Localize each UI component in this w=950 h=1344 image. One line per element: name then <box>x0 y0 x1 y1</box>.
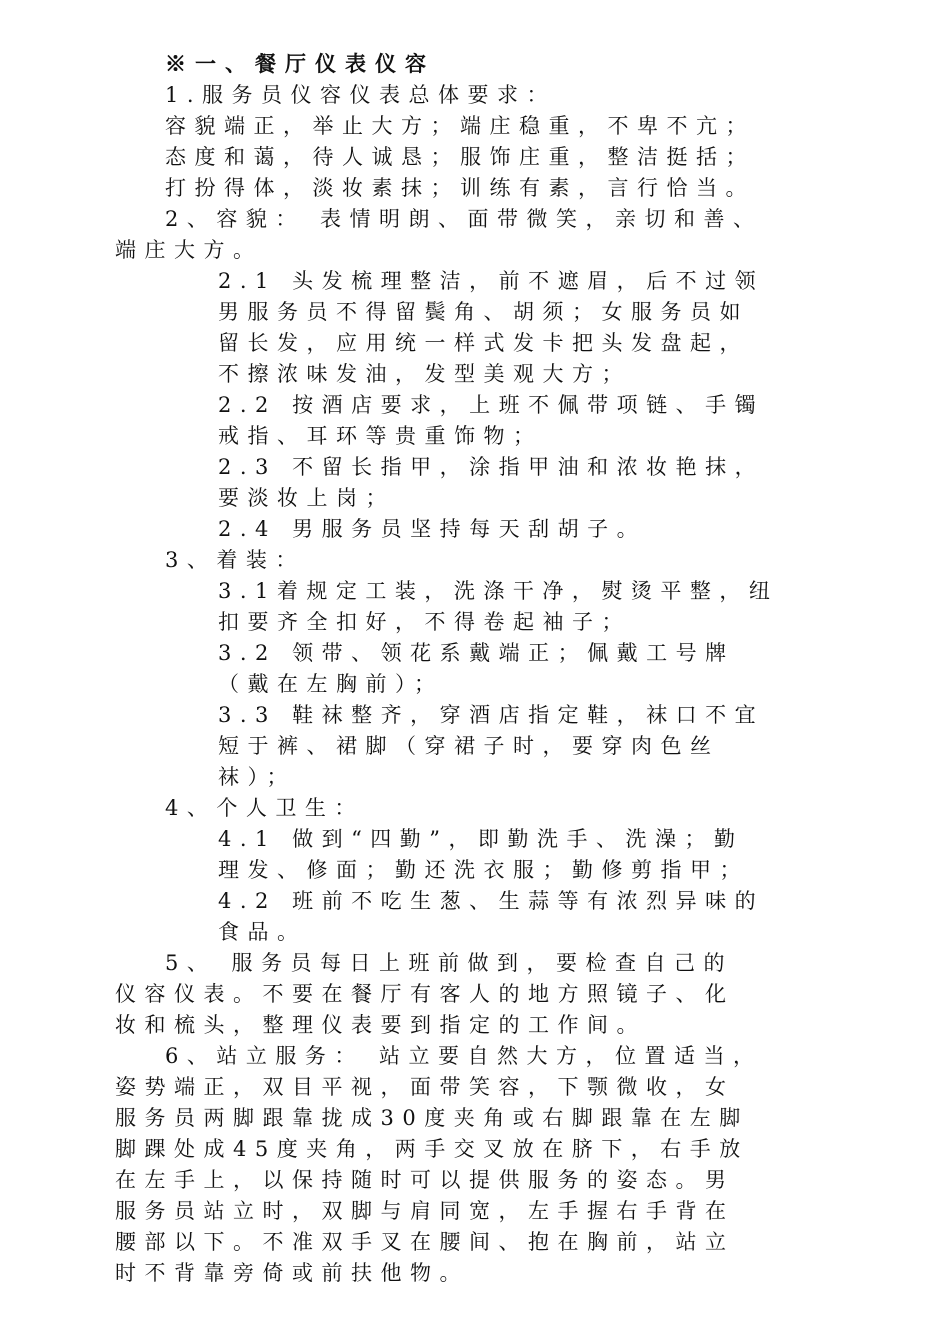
text-line: 妆和梳头，整理仪表要到指定的工作间。 <box>115 1013 646 1037</box>
text-line: 食品。 <box>218 920 307 944</box>
text-line: 2.4 男服务员坚持每天刮胡子。 <box>218 517 647 541</box>
text-line: 4.1 做到“四勤”，即勤洗手、洗澡；勤 <box>218 827 744 851</box>
subheading-general: 1.服务员仪容仪表总体要求： <box>165 83 557 107</box>
subheading-attire: 3、着装： <box>165 548 305 572</box>
text-line: 留长发，应用统一样式发卡把头发盘起， <box>218 331 749 355</box>
text-line: 2.2 按酒店要求，上班不佩带项链、手镯 <box>218 393 765 417</box>
subheading-hygiene: 4、个人卫生： <box>165 796 364 820</box>
text-line: 仪容仪表。不要在餐厅有客人的地方照镜子、化 <box>115 982 735 1006</box>
subheading-appearance: 2、容貌： 表情明朗、面带微笑，亲切和善、 <box>165 207 763 231</box>
text-line: 服务员两脚跟靠拢成30度夹角或右脚跟靠在左脚 <box>115 1106 749 1130</box>
text-line: 袜）； <box>218 765 296 789</box>
text-line: 4.2 班前不吃生葱、生蒜等有浓烈异味的 <box>218 889 765 913</box>
text-line: 腰部以下。不准双手叉在腰间、抱在胸前，站立 <box>115 1230 735 1254</box>
text-line: 时不背靠旁倚或前扶他物。 <box>115 1261 469 1285</box>
text-line: 端庄大方。 <box>115 238 263 262</box>
text-line: 姿势端正，双目平视，面带笑容，下颚微收，女 <box>115 1075 735 1099</box>
text-line: 不擦浓味发油，发型美观大方； <box>218 362 631 386</box>
paragraph-5-start: 5、 服务员每日上班前做到，要检查自己的 <box>165 951 734 975</box>
text-line: （戴在左胸前）； <box>218 672 444 696</box>
text-line: 脚踝处成45度夹角，两手交叉放在脐下，右手放 <box>115 1137 749 1161</box>
text-line: 态度和蔼，待人诚恳；服饰庄重，整洁挺括； <box>165 145 755 169</box>
section-title: ※一、餐厅仪表仪容 <box>165 51 435 76</box>
text-line: 2.1 头发梳理整洁，前不遮眉，后不过领 <box>218 269 765 293</box>
text-line: 3.2 领带、领花系戴端正；佩戴工号牌 <box>218 641 735 665</box>
text-line: 男服务员不得留鬓角、胡须；女服务员如 <box>218 300 749 324</box>
text-line: 服务员站立时，双脚与肩同宽，左手握右手背在 <box>115 1199 735 1223</box>
text-line: 在左手上，以保持随时可以提供服务的姿态。男 <box>115 1168 735 1192</box>
text-line: 3.1着规定工装，洗涤干净，熨烫平整，纽 <box>218 579 779 603</box>
text-line: 理发、修面；勤还洗衣服；勤修剪指甲； <box>218 858 749 882</box>
text-line: 扣要齐全扣好，不得卷起袖子； <box>218 610 631 634</box>
text-line: 打扮得体，淡妆素抹；训练有素，言行恰当。 <box>165 176 755 200</box>
text-line: 2.3 不留长指甲，涂指甲油和浓妆艳抹， <box>218 455 765 479</box>
text-line: 容貌端正，举止大方；端庄稳重，不卑不亢； <box>165 114 755 138</box>
text-line: 3.3 鞋袜整齐，穿酒店指定鞋，袜口不宜 <box>218 703 765 727</box>
text-line: 短于裤、裙脚（穿裙子时，要穿肉色丝 <box>218 734 720 758</box>
text-line: 要淡妆上岗； <box>218 486 395 510</box>
text-line: 戒指、耳环等贵重饰物； <box>218 424 543 448</box>
subheading-standing: 6、站立服务： 站立要自然大方，位置适当， <box>165 1044 763 1068</box>
